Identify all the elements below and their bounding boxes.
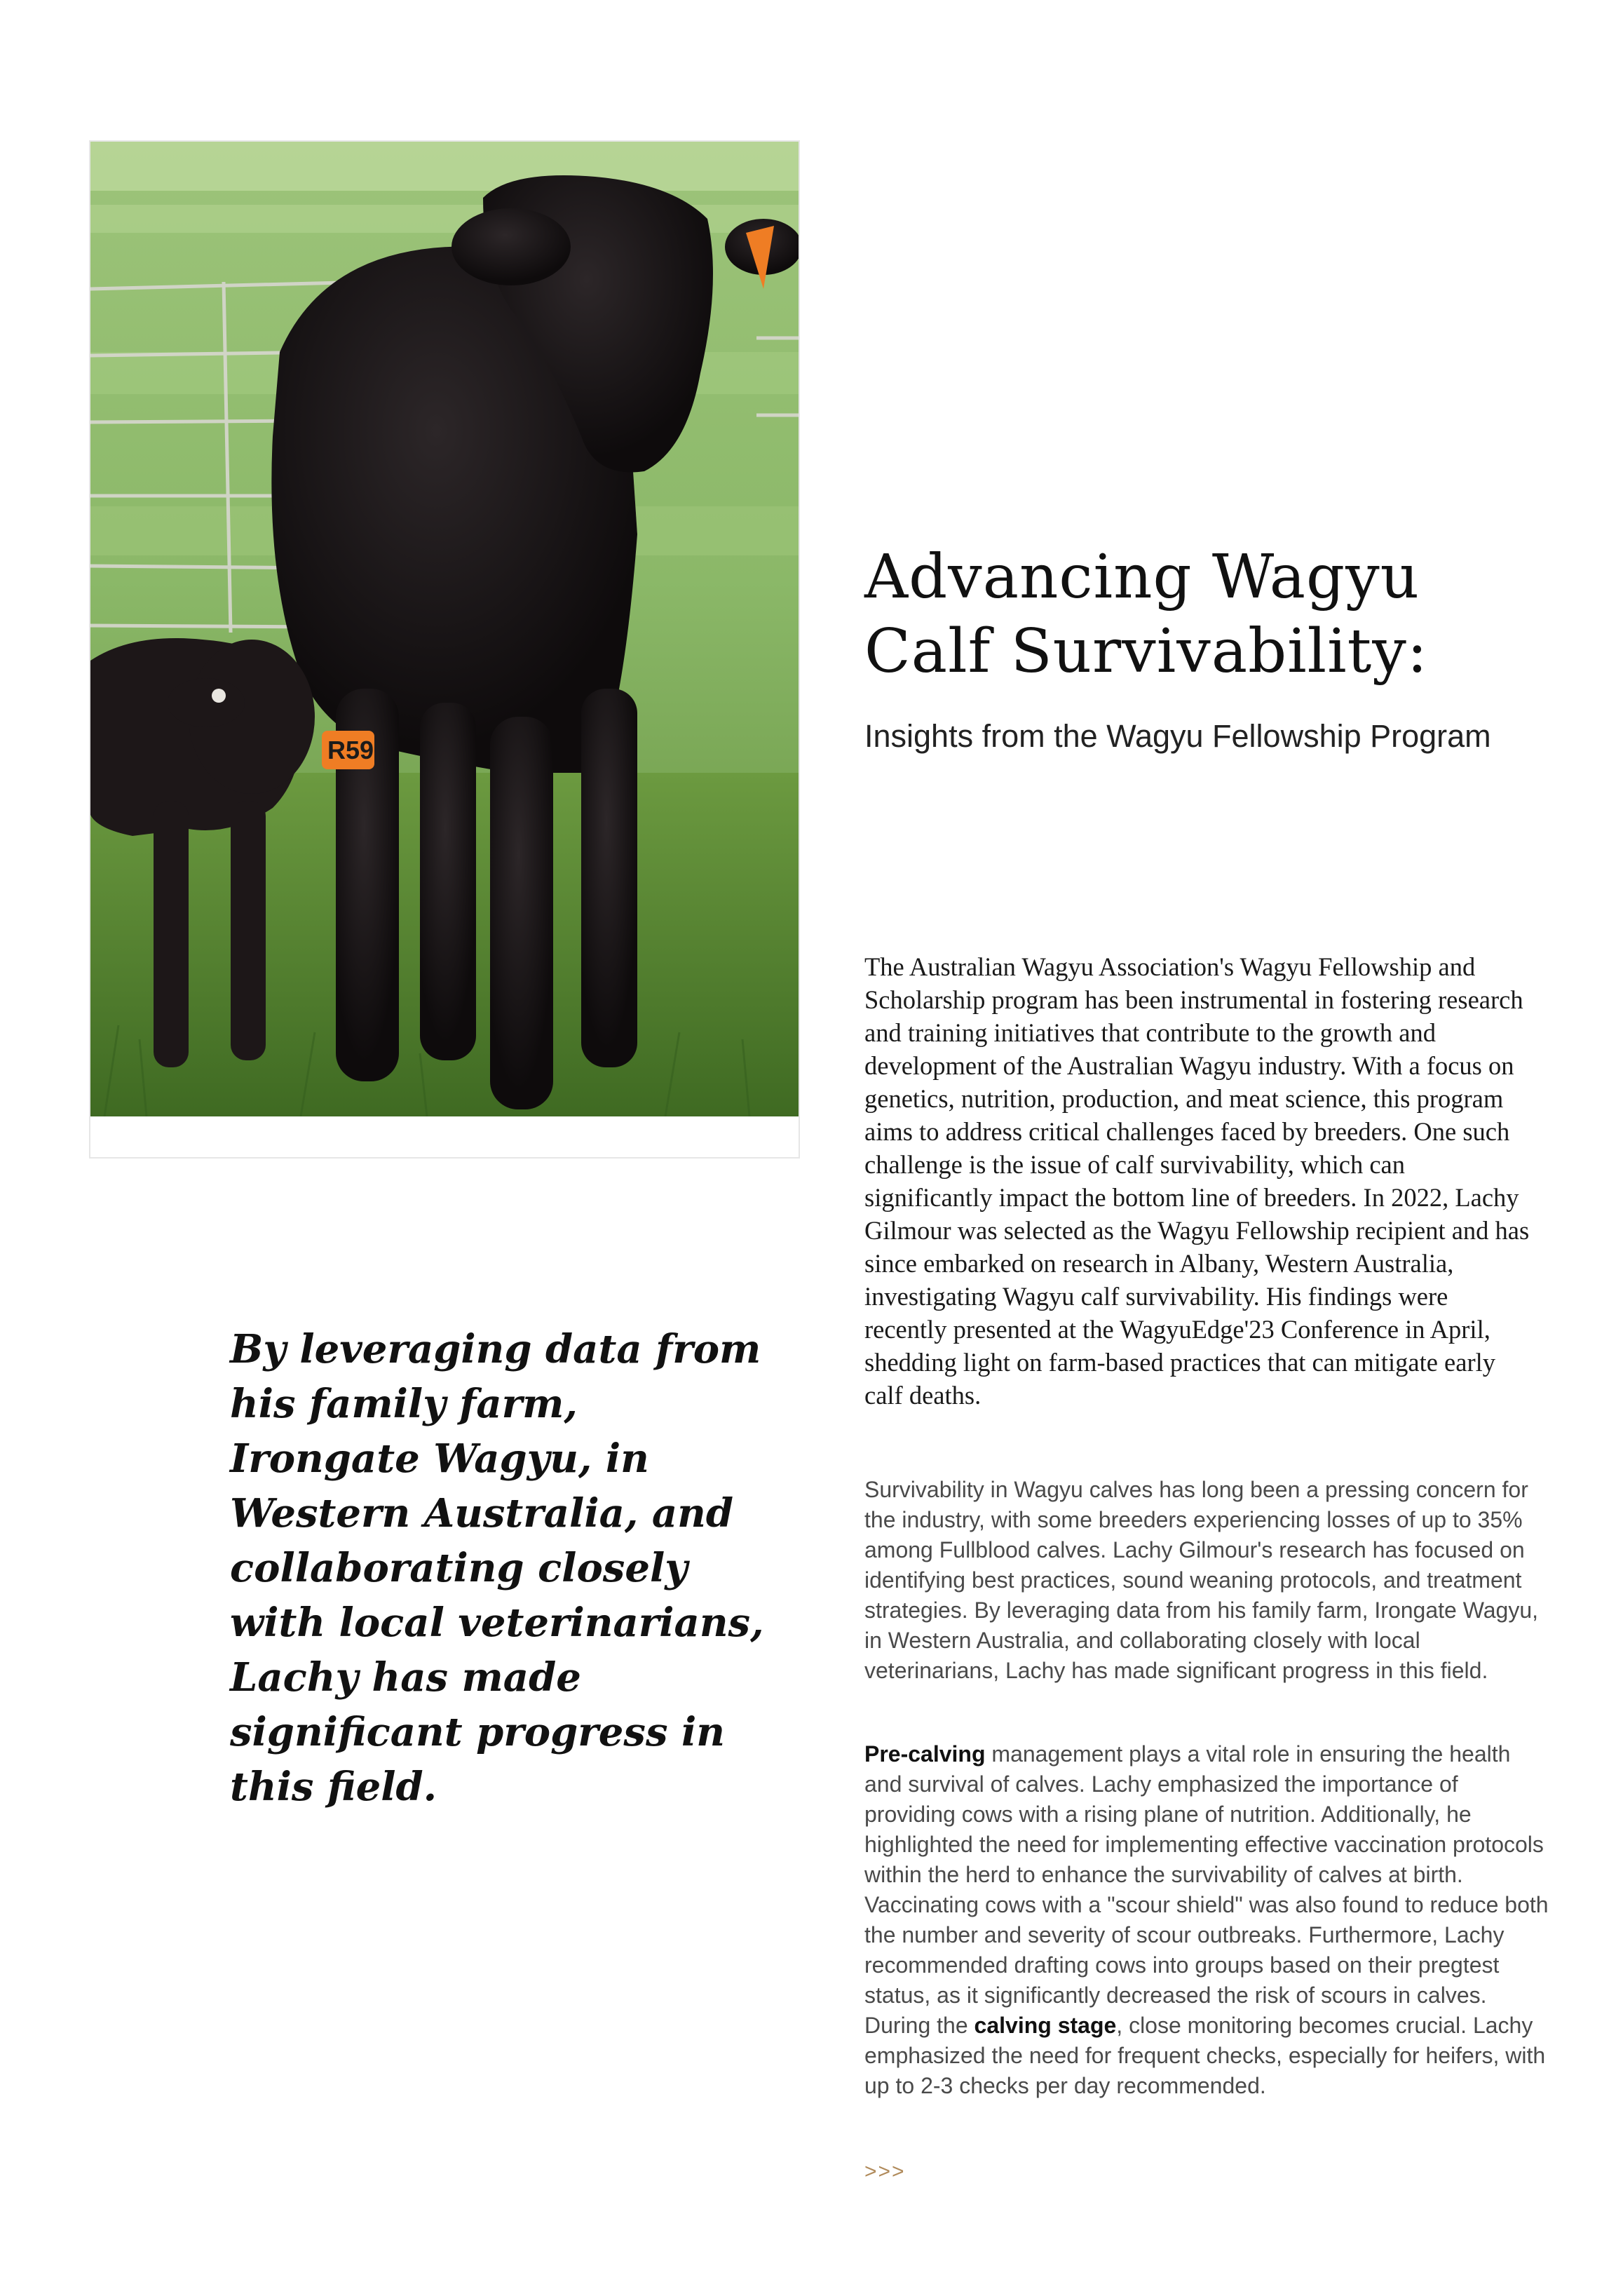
body-paragraph-2-text-1: management plays a vital role in ensuring the health and survival of calves. Lachy emphasized the importance of providing cows with a rising plane of nutrition. Additionally, he highlighted the need for implementing effective vaccination protocols within the herd to enhance the survivability of calves at birth. Vaccinating cows with a "scour shield" was also found to reduce both the number and severity of scour outbreaks. Furthermore, Lachy recommended drafting cows into groups based on their pregtest status, as it significantly decreased the risk of scours in calves. During the bbox=[864, 1741, 1549, 2038]
intro-paragraph: The Australian Wagyu Association's Wagyu Fellowship and Scholarship program has been instrumental in fostering research and training initiatives that contribute to the growth and development of the Australian Wagyu industry. With a focus on genetics, nutrition, production, and meat science, this program aims to address critical challenges faced by breeders. One such challenge is the issue of calf survivability, which can significantly impact the bottom line of breeders. In 2022, Lachy Gilmour was selected as the Wagyu Fellowship recipient and has since embarked on research in Albany, Western Australia, investigating Wagyu calf survivability. His findings were recently presented at the WagyuEdge'23 Conference in April, shedding light on farm-based practices that can mitigate early calf deaths. bbox=[864, 952, 1530, 1410]
title-line-2: Calf Survivability: bbox=[864, 616, 1428, 687]
continue-marker: >>> bbox=[864, 2160, 906, 2183]
calving-stage-term: calving stage bbox=[974, 2013, 1117, 2038]
body-paragraph-1: Survivability in Wagyu calves has long been a pressing concern for the industry, with some breeders experiencing losses of up to 35% among Fullblood calves. Lachy Gilmour's research has focused on identifying best practices, sound weaning protocols, and treatment strategies. By leveraging data from his family farm, Irongate Wagyu, in Western Australia, and collaborating closely with local veterinarians, Lachy has made significant progress in this field. bbox=[864, 1477, 1538, 1683]
ear-tag-text: R59 bbox=[327, 736, 374, 764]
pre-calving-term: Pre-calving bbox=[864, 1741, 986, 1767]
title-line-1: Advancing Wagyu bbox=[864, 542, 1420, 612]
photo-frame bbox=[89, 140, 800, 1159]
body-paragraph-2-text-2: , close monitoring becomes crucial. Lachy emphasized the need for frequent checks, especially for heifers, with up to 2-3 checks per day recommended. bbox=[864, 2013, 1546, 2098]
pull-quote: By leveraging data from his family farm, Irongate Wagyu, in Western Australia, and collaborating closely with local veterinarians, Lachy has made significant progress in this field. bbox=[230, 1326, 764, 1810]
body-paragraph-2 bbox=[864, 1739, 1551, 2101]
article-title bbox=[864, 540, 1566, 689]
article-subtitle: Insights from the Wagyu Fellowship Program bbox=[864, 718, 1491, 754]
cow-and-calf-photo bbox=[90, 142, 799, 1116]
